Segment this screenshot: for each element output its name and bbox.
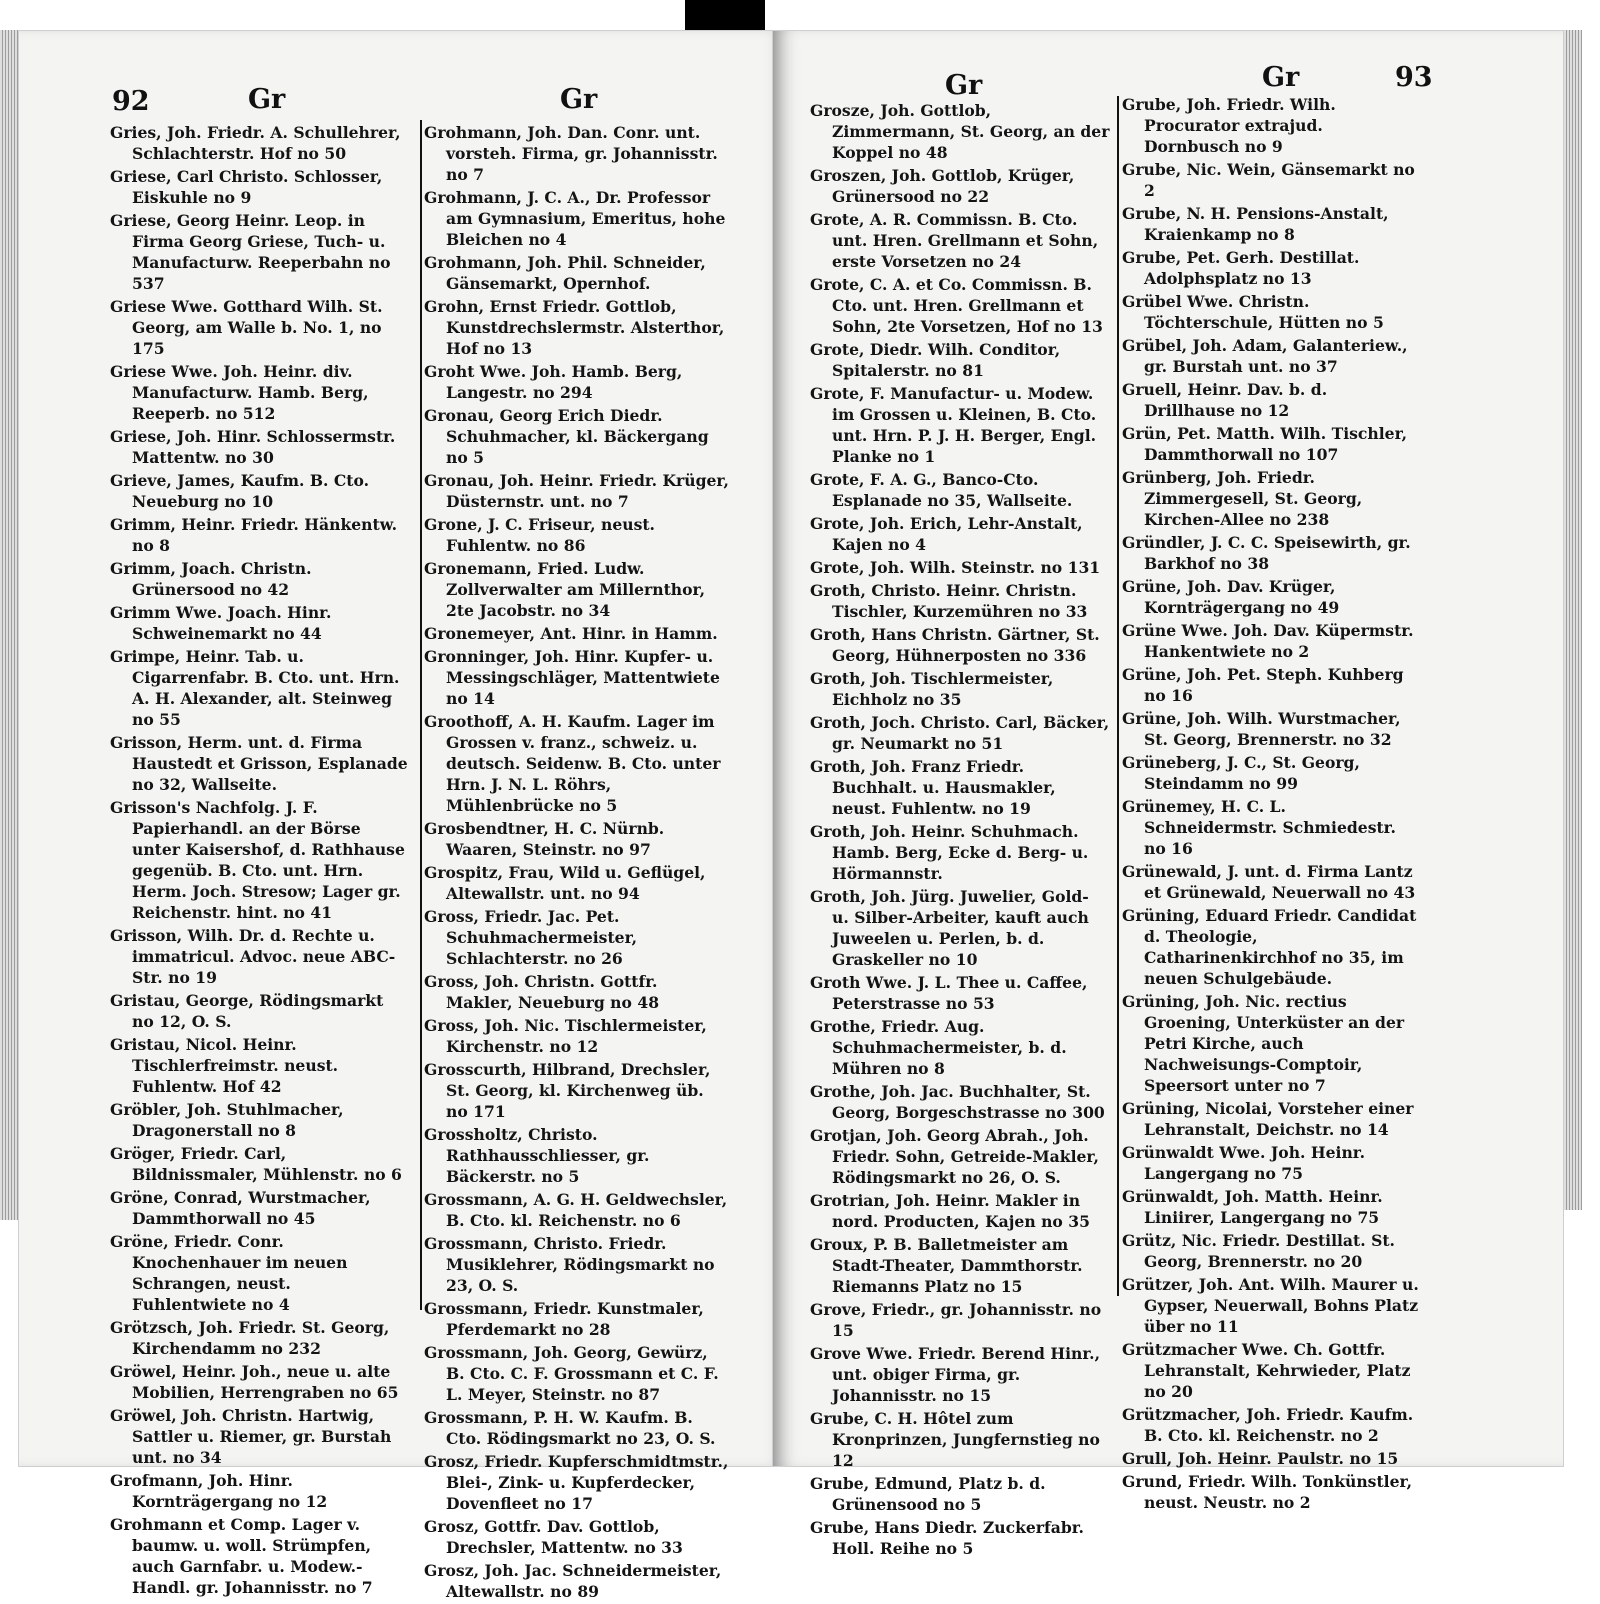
list-item: Grünberg, Joh. Friedr. Zimmergesell, St. Georg, Kirchen-Allee no 238 (1122, 468, 1363, 529)
left-page-column-2 (424, 122, 729, 1604)
list-item: Grosze, Joh. Gottlob, Zimmermann, St. Georg, an der Koppel no 48 (810, 101, 1110, 162)
list-item: Grube, Hans Diedr. Zuckerfabr. Holl. Reihe no 5 (810, 1518, 1084, 1558)
list-item: Grützmacher, Joh. Friedr. Kaufm. B. Cto. kl. Reichenstr. no 2 (1122, 1405, 1414, 1445)
list-item: Grube, Joh. Friedr. Wilh. Procurator extrajud. Dornbusch no 9 (1122, 95, 1336, 156)
list-item: Groszen, Joh. Gottlob, Krüger, Grünersood no 22 (810, 166, 1075, 206)
list-item: Grospitz, Frau, Wild u. Geflügel, Altewallstr. unt. no 94 (424, 863, 706, 903)
list-item: Grüne, Joh. Dav. Krüger, Kornträgergang no 49 (1122, 577, 1340, 617)
list-item: Grossholtz, Christo. Rathhausschliesser, gr. Bäckerstr. no 5 (424, 1125, 650, 1186)
list-item: Grosz, Gottfr. Dav. Gottlob, Drechsler, Mattentw. no 33 (424, 1517, 683, 1557)
right-page-column-2 (1122, 94, 1422, 1515)
list-item: Griese Wwe. Gotthard Wilh. St. Georg, am Walle b. No. 1, no 175 (110, 297, 383, 358)
list-item: Grünewald, J. unt. d. Firma Lantz et Grünewald, Neuerwall no 43 (1122, 862, 1416, 902)
list-item: Grote, Diedr. Wilh. Conditor, Spitalerstr. no 81 (810, 340, 1061, 380)
list-item: Gröwel, Heinr. Joh., neue u. alte Mobilien, Herrengraben no 65 (110, 1362, 399, 1402)
list-item: Grossmann, Joh. Georg, Gewürz, B. Cto. C. F. Grossmann et C. F. L. Meyer, Steinstr. no 87 (424, 1343, 719, 1404)
list-item: Grote, Joh. Wilh. Steinstr. no 131 (810, 558, 1101, 577)
list-item: Grünwaldt Wwe. Joh. Heinr. Langergang no 75 (1122, 1143, 1366, 1183)
list-item: Grisson's Nachfolg. J. F. Papierhandl. an der Börse unter Kaisershof, d. Rathhause gegenüb. B. Cto. unt. Hrn. Herm. Joch. Stresow; Lager gr. Reichenstr. hint. no 41 (110, 798, 405, 922)
list-item: Grübel Wwe. Christn. Töchterschule, Hütten no 5 (1122, 292, 1384, 332)
left-column-rule (420, 120, 422, 1310)
list-item: Gruell, Heinr. Dav. b. d. Drillhause no 12 (1122, 380, 1328, 420)
list-item: Grotjan, Joh. Georg Abrah., Joh. Friedr. Sohn, Getreide-Makler, Rödingsmarkt no 26, O. S. (810, 1126, 1099, 1187)
right-page-header-right: Gr (1262, 62, 1300, 93)
list-item: Gronau, Georg Erich Diedr. Schuhmacher, kl. Bäckergang no 5 (424, 406, 709, 467)
list-item: Grimm, Heinr. Friedr. Hänkentw. no 8 (110, 515, 397, 555)
list-item: Grützer, Joh. Ant. Wilh. Maurer u. Gypser, Neuerwall, Bohns Platz über no 11 (1122, 1275, 1419, 1336)
list-item: Grube, N. H. Pensions-Anstalt, Kraienkamp no 8 (1122, 204, 1389, 244)
list-item: Gristau, George, Rödingsmarkt no 12, O. S. (110, 991, 384, 1031)
list-item: Grüne Wwe. Joh. Dav. Küpermstr. Hankentwiete no 2 (1122, 621, 1414, 661)
list-item: Grisson, Herm. unt. d. Firma Haustedt et Grisson, Esplanade no 32, Wallseite. (110, 733, 408, 794)
list-item: Gröne, Conrad, Wurstmacher, Dammthorwall no 45 (110, 1188, 371, 1228)
list-item: Grossmann, Christo. Friedr. Musiklehrer, Rödingsmarkt no 23, O. S. (424, 1234, 715, 1295)
list-item: Gronemeyer, Ant. Hinr. in Hamm. (424, 624, 718, 643)
list-item: Grüning, Joh. Nic. rectius Groening, Unterküster an der Petri Kirche, auch Nachweisungs-Comptoir, Speersort unter no 7 (1122, 992, 1405, 1095)
list-item: Grimm Wwe. Joach. Hinr. Schweinemarkt no 44 (110, 603, 332, 643)
list-item: Grote, F. Manufactur- u. Modew. im Grossen u. Kleinen, B. Cto. unt. Hrn. P. J. H. Berger, Engl. Planke no 1 (810, 384, 1097, 466)
list-item: Grohmann, J. C. A., Dr. Professor am Gymnasium, Emeritus, hohe Bleichen no 4 (424, 188, 726, 249)
list-item: Groht Wwe. Joh. Hamb. Berg, Langestr. no 294 (424, 362, 683, 402)
list-item: Grötzsch, Joh. Friedr. St. Georg, Kirchendamm no 232 (110, 1318, 390, 1358)
list-item: Grieve, James, Kaufm. B. Cto. Neueburg no 10 (110, 471, 370, 511)
list-item: Gries, Joh. Friedr. A. Schullehrer, Schlachterstr. Hof no 50 (110, 123, 401, 163)
list-item: Grisson, Wilh. Dr. d. Rechte u. immatricul. Advoc. neue ABC-Str. no 19 (110, 926, 396, 987)
list-item: Grünwaldt, Joh. Matth. Heinr. Liniirer, Langergang no 75 (1122, 1187, 1383, 1227)
list-item: Grüneberg, J. C., St. Georg, Steindamm no 99 (1122, 753, 1360, 793)
list-item: Grüne, Joh. Wilh. Wurstmacher, St. Georg, Brennerstr. no 32 (1122, 709, 1401, 749)
list-item: Griese, Joh. Hinr. Schlossermstr. Mattentw. no 30 (110, 427, 396, 467)
list-item: Grimm, Joach. Christn. Grünersood no 42 (110, 559, 312, 599)
list-item: Grull, Joh. Heinr. Paulstr. no 15 (1122, 1449, 1399, 1468)
list-item: Groth, Joh. Jürg. Juwelier, Gold- u. Silber-Arbeiter, kauft auch Juweelen u. Perlen, b. d. Graskeller no 10 (810, 887, 1089, 969)
list-item: Grohmann, Joh. Dan. Conr. unt. vorsteh. Firma, gr. Johannisstr. no 7 (424, 123, 718, 184)
list-item: Grossmann, P. H. W. Kaufm. B. Cto. Rödingsmarkt no 23, O. S. (424, 1408, 716, 1448)
list-item: Gronemann, Fried. Ludw. Zollverwalter am Millernthor, 2te Jacobstr. no 34 (424, 559, 706, 620)
list-item: Groothoff, A. H. Kaufm. Lager im Grossen v. franz., schweiz. u. deutsch. Seidenw. B. Cto. unter Hrn. J. N. L. Röhrs, Mühlenbrücke no 5 (424, 712, 721, 815)
list-item: Gröger, Friedr. Carl, Bildnissmaler, Mühlenstr. no 6 (110, 1144, 402, 1184)
list-item: Griese, Georg Heinr. Leop. in Firma Georg Griese, Tuch- u. Manufacturw. Reeperbahn no 537 (110, 211, 391, 293)
list-item: Grone, J. C. Friseur, neust. Fuhlentw. no 86 (424, 515, 655, 555)
list-item: Gröbler, Joh. Stuhlmacher, Dragonerstall no 8 (110, 1100, 344, 1140)
list-item: Gristau, Nicol. Heinr. Tischlerfreimstr. neust. Fuhlentw. Hof 42 (110, 1035, 339, 1096)
list-item: Grosz, Joh. Jac. Schneidermeister, Altewallstr. no 89 (424, 1561, 722, 1601)
list-item: Grossmann, Friedr. Kunstmaler, Pferdemarkt no 28 (424, 1299, 704, 1339)
list-item: Grotrian, Joh. Heinr. Makler in nord. Producten, Kajen no 35 (810, 1191, 1090, 1231)
list-item: Grüne, Joh. Pet. Steph. Kuhberg no 16 (1122, 665, 1404, 705)
list-item: Grossmann, A. G. H. Geldwechsler, B. Cto. kl. Reichenstr. no 6 (424, 1190, 728, 1230)
list-item: Grove Wwe. Friedr. Berend Hinr., unt. obiger Firma, gr. Johannisstr. no 15 (810, 1344, 1101, 1405)
list-item: Grothe, Joh. Jac. Buchhalter, St. Georg, Borgeschstrasse no 300 (810, 1082, 1105, 1122)
list-item: Gross, Joh. Nic. Tischlermeister, Kirchenstr. no 12 (424, 1016, 707, 1056)
list-item: Grüning, Nicolai, Vorsteher einer Lehranstalt, Deichstr. no 14 (1122, 1099, 1414, 1139)
list-item: Griese Wwe. Joh. Heinr. div. Manufacturw. Hamb. Berg, Reeperb. no 512 (110, 362, 369, 423)
list-item: Grützmacher Wwe. Ch. Gottfr. Lehranstalt, Kehrwieder, Platz no 20 (1122, 1340, 1411, 1401)
left-page-header-right: Gr (560, 84, 598, 115)
list-item: Groth, Christo. Heinr. Christn. Tischler, Kurzemühren no 33 (810, 581, 1088, 621)
list-item: Gross, Friedr. Jac. Pet. Schuhmachermeister, Schlachterstr. no 26 (424, 907, 638, 968)
list-item: Grütz, Nic. Friedr. Destillat. St. Georg, Brennerstr. no 20 (1122, 1231, 1395, 1271)
list-item: Gross, Joh. Christn. Gottfr. Makler, Neueburg no 48 (424, 972, 660, 1012)
list-item: Grube, Edmund, Platz b. d. Grünensood no 5 (810, 1474, 1046, 1514)
list-item: Groth Wwe. J. L. Thee u. Caffee, Peterstrasse no 53 (810, 973, 1088, 1013)
list-item: Grote, F. A. G., Banco-Cto. Esplanade no 35, Wallseite. (810, 470, 1073, 510)
list-item: Grüning, Eduard Friedr. Candidat d. Theologie, Catharinenkirchhof no 35, im neuen Schulgebäude. (1122, 906, 1417, 988)
list-item: Grosz, Friedr. Kupferschmidtmstr., Blei-, Zink- u. Kupferdecker, Dovenfleet no 17 (424, 1452, 729, 1513)
list-item: Grohmann et Comp. Lager v. baumw. u. woll. Strümpfen, auch Garnfabr. u. Modew.-Handl. gr. Johannisstr. no 7 (110, 1515, 373, 1597)
list-item: Groth, Joh. Tischlermeister, Eichholz no 35 (810, 669, 1054, 709)
list-item: Groth, Joh. Heinr. Schuhmach. Hamb. Berg, Ecke d. Berg- u. Hörmannstr. (810, 822, 1089, 883)
left-page-number: 92 (112, 86, 150, 117)
list-item: Grofmann, Joh. Hinr. Kornträgergang no 12 (110, 1471, 328, 1511)
list-item: Grosscurth, Hilbrand, Drechsler, St. Georg, kl. Kirchenweg üb. no 171 (424, 1060, 711, 1121)
right-page-header-left: Gr (945, 70, 983, 101)
list-item: Grube, Pet. Gerh. Destillat. Adolphsplatz no 13 (1122, 248, 1360, 288)
list-item: Gründler, J. C. C. Speisewirth, gr. Barkhof no 38 (1122, 533, 1411, 573)
left-page-header-left: Gr (248, 84, 286, 115)
list-item: Groth, Joch. Christo. Carl, Bäcker, gr. Neumarkt no 51 (810, 713, 1110, 753)
list-item: Gronninger, Joh. Hinr. Kupfer- u. Messingschläger, Mattentwiete no 14 (424, 647, 720, 708)
list-item: Grothe, Friedr. Aug. Schuhmachermeister, b. d. Mühren no 8 (810, 1017, 1067, 1078)
list-item: Grosbendtner, H. C. Nürnb. Waaren, Steinstr. no 97 (424, 819, 665, 859)
list-item: Grube, C. H. Hôtel zum Kronprinzen, Jungfernstieg no 12 (810, 1409, 1100, 1470)
list-item: Gröne, Friedr. Conr. Knochenhauer im neuen Schrangen, neust. Fuhlentwiete no 4 (110, 1232, 348, 1314)
list-item: Grube, Nic. Wein, Gänsemarkt no 2 (1122, 160, 1415, 200)
list-item: Grote, C. A. et Co. Commissn. B. Cto. unt. Hren. Grellmann et Sohn, 2te Vorsetzen, Hof no 13 (810, 275, 1103, 336)
list-item: Grohmann, Joh. Phil. Schneider, Gänsemarkt, Opernhof. (424, 253, 706, 293)
list-item: Grote, A. R. Commissn. B. Cto. unt. Hren. Grellmann et Sohn, erste Vorsetzen no 24 (810, 210, 1099, 271)
list-item: Grund, Friedr. Wilh. Tonkünstler, neust. Neustr. no 2 (1122, 1472, 1413, 1512)
left-page-column-1 (110, 122, 410, 1600)
list-item: Griese, Carl Christo. Schlosser, Eiskuhle no 9 (110, 167, 383, 207)
right-page-column-1 (810, 100, 1110, 1561)
list-item: Grote, Joh. Erich, Lehr-Anstalt, Kajen no 4 (810, 514, 1083, 554)
list-item: Gröwel, Joh. Christn. Hartwig, Sattler u. Riemer, gr. Burstah unt. no 34 (110, 1406, 392, 1467)
list-item: Grünemey, H. C. L. Schneidermstr. Schmiedestr. no 16 (1122, 797, 1396, 858)
right-column-rule (1117, 96, 1119, 1296)
list-item: Grübel, Joh. Adam, Galanteriew., gr. Burstah unt. no 37 (1122, 336, 1408, 376)
list-item: Groth, Joh. Franz Friedr. Buchhalt. u. Hausmakler, neust. Fuhlentw. no 19 (810, 757, 1056, 818)
list-item: Groux, P. B. Balletmeister am Stadt-Theater, Dammthorstr. Riemanns Platz no 15 (810, 1235, 1083, 1296)
list-item: Grohn, Ernst Friedr. Gottlob, Kunstdrechslermstr. Alsterthor, Hof no 13 (424, 297, 725, 358)
list-item: Grove, Friedr., gr. Johannisstr. no 15 (810, 1300, 1102, 1340)
list-item: Gronau, Joh. Heinr. Friedr. Krüger, Düsternstr. unt. no 7 (424, 471, 729, 511)
list-item: Groth, Hans Christn. Gärtner, St. Georg, Hühnerposten no 336 (810, 625, 1100, 665)
right-page-number: 93 (1395, 62, 1433, 93)
list-item: Grün, Pet. Matth. Wilh. Tischler, Dammthorwall no 107 (1122, 424, 1408, 464)
list-item: Grimpe, Heinr. Tab. u. Cigarrenfabr. B. Cto. unt. Hrn. A. H. Alexander, alt. Steinweg no 55 (110, 647, 400, 729)
